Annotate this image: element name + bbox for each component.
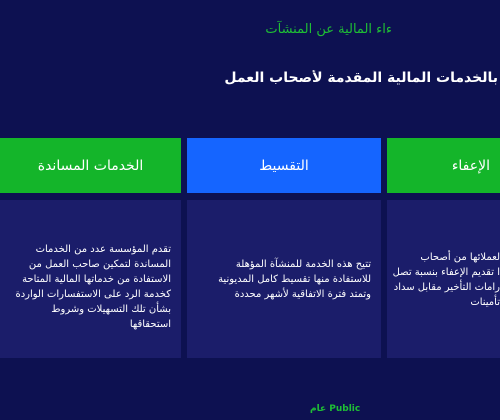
exemption-line: تأمينات [470, 297, 500, 308]
exemption-line: لعملائها من أصحاب [420, 252, 500, 263]
card-body-support-services: تقدم المؤسسة عدد من الخدمات المساندة لتمكين صاحب العمل من الاستفادة من خدماتها المالية المتاحة كخدمة الرد على الاستفسارات الواردة بشأن تلك التسهيلات وشروط استحقاقها [0, 200, 181, 358]
exemption-line: رامات التأخير مقابل سداد [393, 282, 500, 293]
page-title: بالخدمات المالية المقدمة لأصحاب العمل [224, 70, 498, 86]
classification-label: Public عام [310, 404, 361, 414]
card-body-installments: تتيح هذه الخدمة للمنشآة المؤهلة للاستفادة منها تقسيط كامل المديونية وتمتد فترة الاتفاقية لأشهر محددة [187, 200, 381, 358]
card-header-installments: التقسيط [187, 138, 381, 193]
card-header-support-services: الخدمات المساندة [0, 138, 181, 193]
exemption-line: ا تقديم الإعفاء بنسبة تصل [392, 267, 500, 278]
card-body-exemption [387, 200, 500, 358]
breadcrumb: ءاء المالية عن المنشآت [265, 22, 392, 37]
card-header-exemption: الإعفاء [387, 138, 500, 193]
